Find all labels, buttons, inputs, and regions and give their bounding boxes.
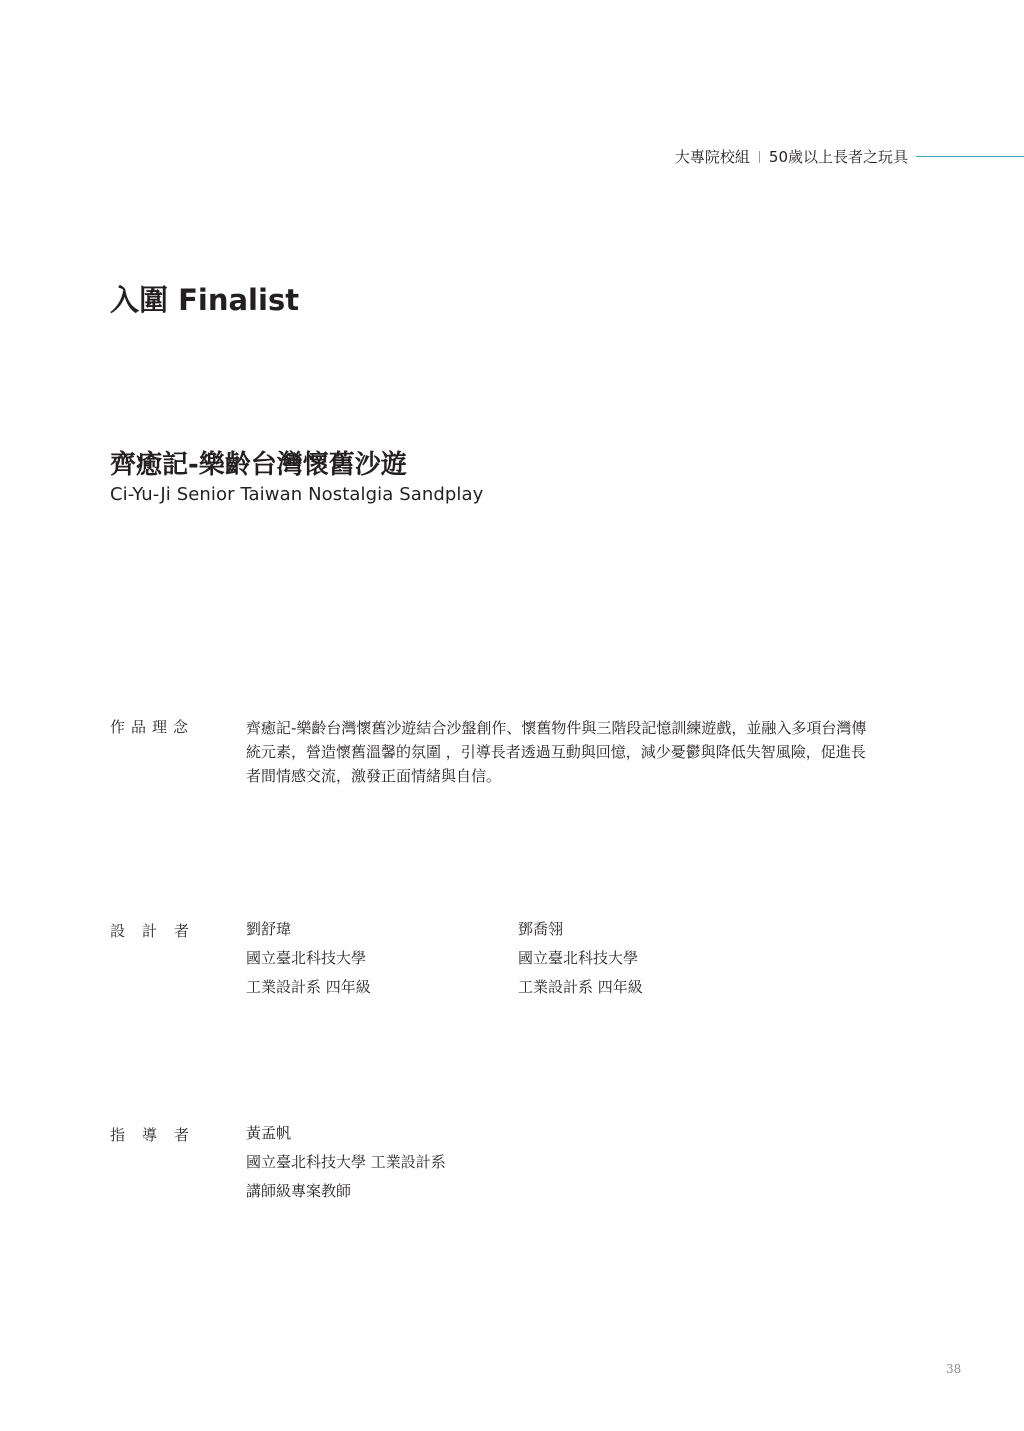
designer-2	[518, 915, 643, 1002]
award-heading: 入圍 Finalist	[110, 283, 300, 317]
designer-school: 國立臺北科技大學	[246, 949, 367, 967]
concept-text: 齊癒記-樂齡台灣懷舊沙遊結合沙盤創作、懷舊物件與三階段記憶訓練遊戲，並融入多項台灣傳統元素，營造懷舊溫馨的氛圍 ，引導長者透過互動與回憶，減少憂鬱與降低失智風險，促進長者間情感交流，激發正面情緒與自信。	[246, 719, 867, 785]
page-header	[675, 146, 908, 167]
advisor-title: 講師級專案教師	[246, 1182, 352, 1200]
designers-label: 設計者	[110, 922, 207, 940]
advisor-name: 黃孟帆	[246, 1124, 292, 1142]
advisor-affiliation: 國立臺北科技大學 工業設計系	[246, 1153, 446, 1171]
header-category: 大專院校組	[674, 148, 750, 166]
header-separator	[759, 151, 760, 163]
designer-dept: 工業設計系 四年級	[518, 978, 643, 996]
work-title-zh: 齊癒記-樂齡台灣懷舊沙遊	[110, 450, 407, 480]
header-rule	[916, 156, 1024, 157]
work-title-en: Ci-Yu-Ji Senior Taiwan Nostalgia Sandplay	[110, 484, 484, 505]
concept-label: 作品理念	[110, 718, 195, 736]
header-theme: 50歲以上長者之玩具	[768, 148, 908, 166]
designer-dept: 工業設計系 四年級	[246, 978, 371, 996]
advisor-label: 指導者	[110, 1126, 207, 1144]
page-number: 38	[946, 1362, 962, 1376]
designer-name: 鄧喬翎	[518, 920, 564, 938]
designer-name: 劉舒瑋	[246, 920, 292, 938]
designer-school: 國立臺北科技大學	[518, 949, 639, 967]
designer-1	[246, 915, 371, 1002]
advisor-info	[246, 1119, 446, 1206]
